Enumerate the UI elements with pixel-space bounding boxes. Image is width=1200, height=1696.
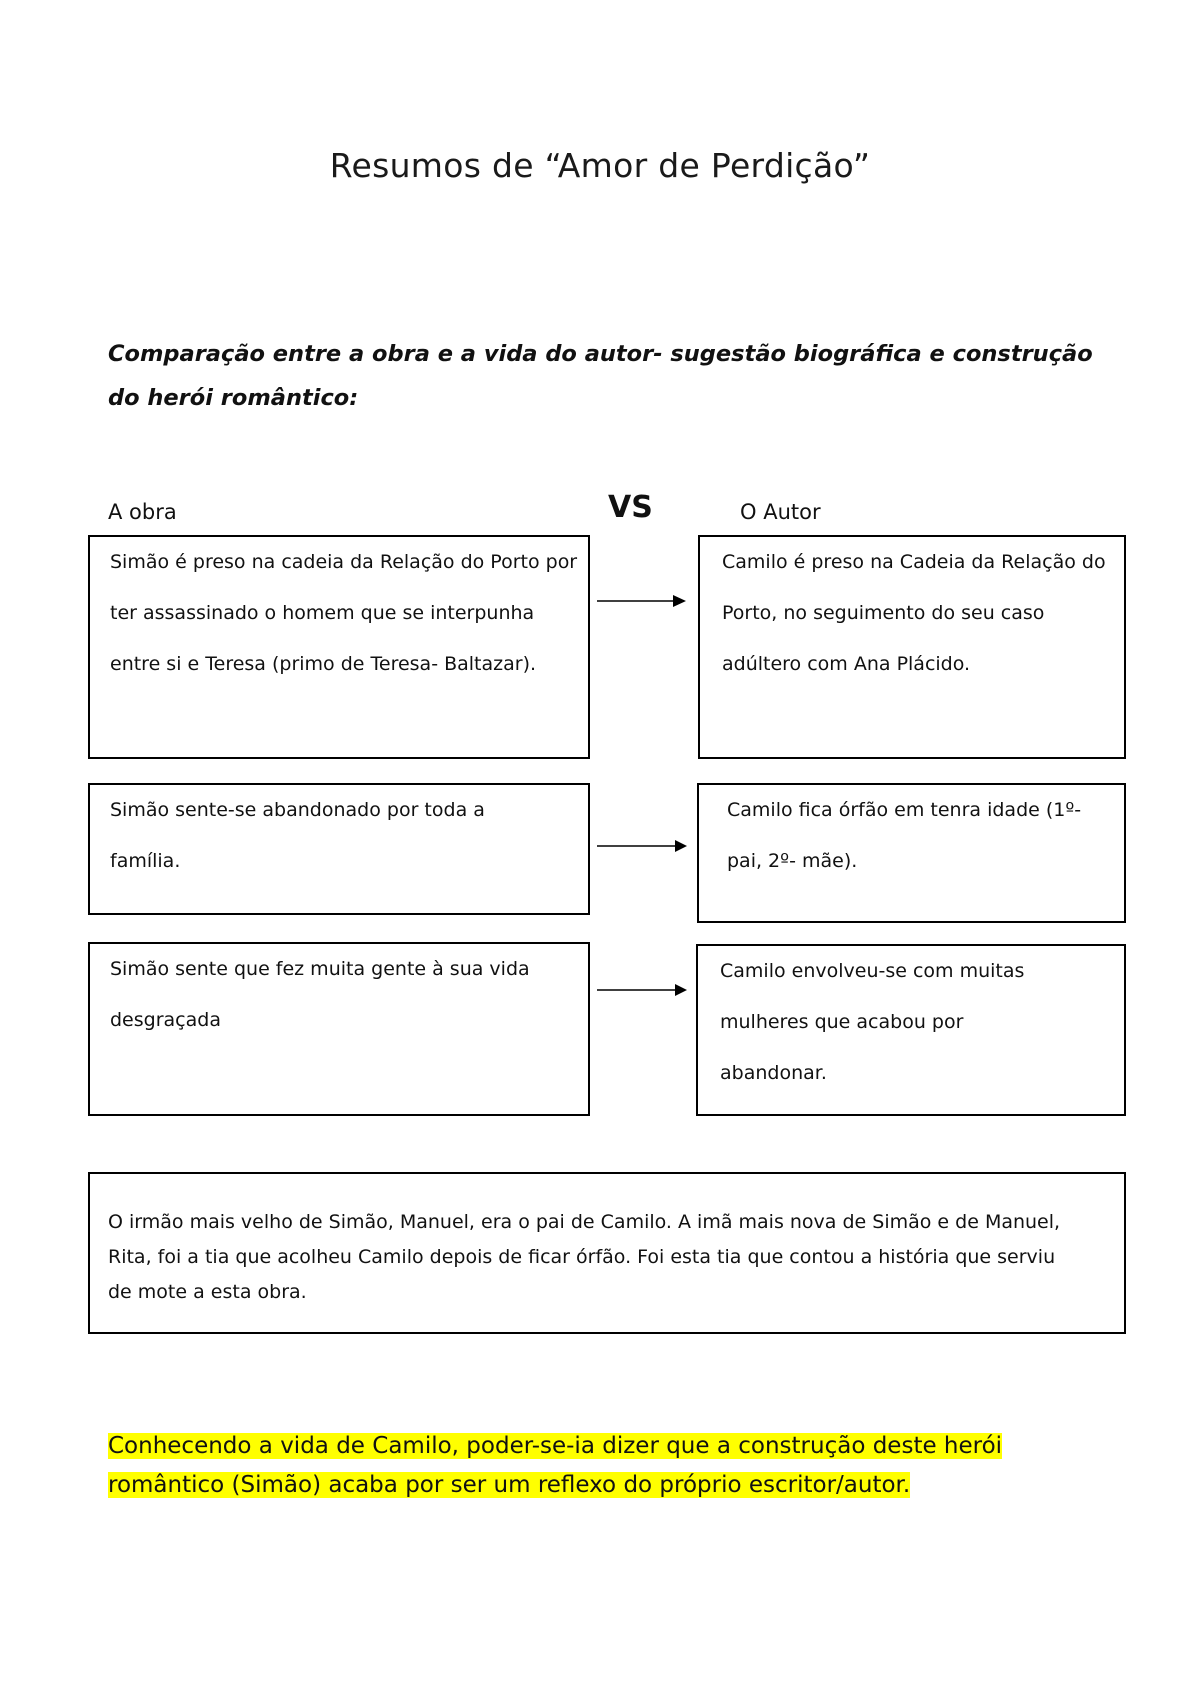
obra-text-1: Simão é preso na cadeia da Relação do Porto por ter assassinado o homem que se interpunha entre si e Teresa (primo de Teresa- Baltazar). (110, 551, 578, 675)
arrow-right-icon (597, 593, 687, 609)
autor-box-2 (697, 783, 1126, 923)
section-heading: Comparação entre a obra e a vida do autor- sugestão biográfica e construção do herói romântico: (108, 341, 1093, 411)
right-column-label: O Autor (740, 500, 821, 524)
arrow-right-icon (597, 838, 687, 854)
page-title: Resumos de “Amor de Perdição” (329, 146, 871, 185)
autor-text-3: Camilo envolveu-se com muitas mulheres que acabou por abandonar. (720, 960, 1025, 1084)
obra-text-2: Simão sente-se abandonado por toda a família. (110, 799, 485, 872)
obra-box-1 (88, 535, 590, 759)
obra-box-2 (88, 783, 590, 915)
autor-text-2: Camilo fica órfão em tenra idade (1º- pai, 2º- mãe). (727, 799, 1082, 872)
obra-text-3: Simão sente que fez muita gente à sua vida desgraçada (110, 958, 530, 1031)
autor-box-1 (698, 535, 1126, 759)
left-column-label: A obra (108, 500, 177, 524)
arrow-right-icon (597, 982, 687, 998)
obra-box-3 (88, 942, 590, 1116)
conclusion-text (108, 1427, 1068, 1505)
summary-text: O irmão mais velho de Simão, Manuel, era o pai de Camilo. A imã mais nova de Simão e de Manuel, Rita, foi a tia que acolheu Camilo depois de ficar órfão. Foi esta tia que contou a história que serviu de mote a esta obra. (108, 1211, 1061, 1303)
highlighted-conclusion: Conhecendo a vida de Camilo, poder-se-ia dizer que a construção deste herói romântico (Simão) acaba por ser um reflexo do próprio escritor/autor. (108, 1433, 1003, 1498)
vs-label: VS (608, 490, 653, 525)
autor-box-3 (696, 944, 1126, 1116)
autor-text-1: Camilo é preso na Cadeia da Relação do Porto, no seguimento do seu caso adúltero com Ana Plácido. (722, 551, 1106, 675)
